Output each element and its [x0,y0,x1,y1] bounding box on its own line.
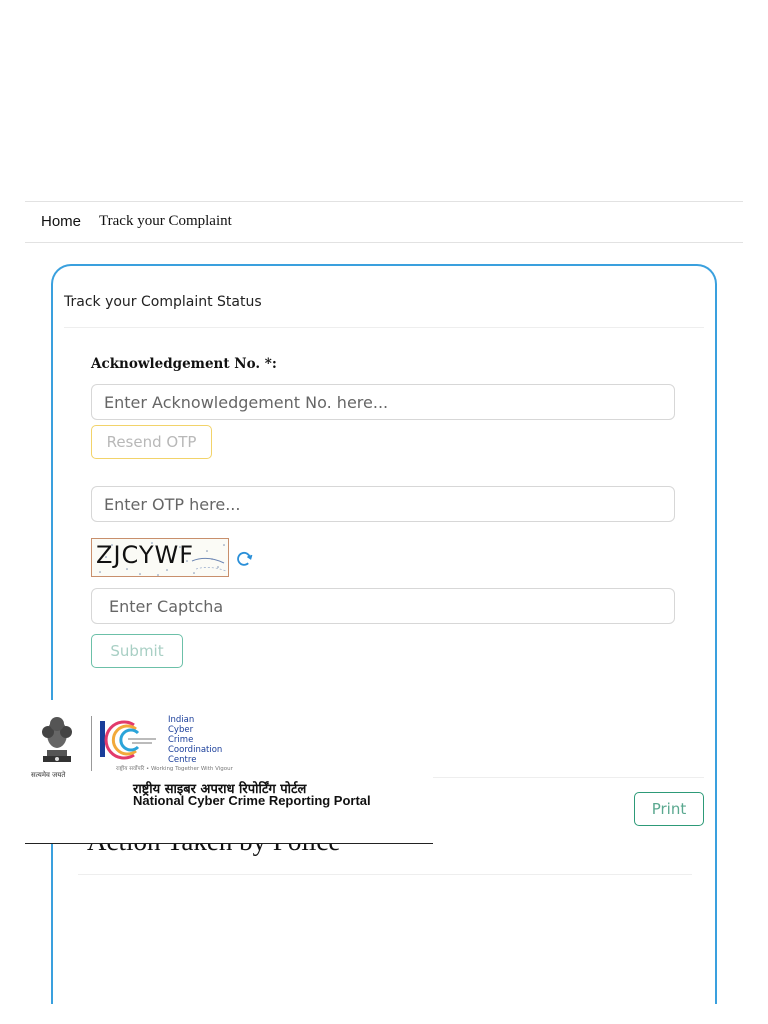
action-divider [78,874,692,875]
breadcrumb-current: Track your Complaint [99,213,232,229]
card-title: Track your Complaint Status [64,294,262,310]
card-header-divider [64,327,704,328]
i4c-line: Centre [168,755,197,765]
emblem-caption: सत्यमेव जयते [31,771,66,779]
captcha-image [91,538,229,577]
refresh-icon[interactable] [234,549,254,569]
otp-input[interactable] [91,486,675,522]
breadcrumb [25,201,743,243]
resend-otp-button[interactable]: Resend OTP [91,425,212,459]
captcha-code: ZJCYWF [96,541,195,569]
submit-button[interactable]: Submit [91,634,183,668]
i4c-line: Indian [168,715,195,725]
national-emblem-icon [35,712,79,770]
portal-name-english: National Cyber Crime Reporting Portal [133,793,371,808]
i4c-line: Coordination [168,745,223,755]
acknowledgement-label: Acknowledgement No. *: [91,356,277,372]
portal-name-hindi: राष्ट्रीय साइबर अपराध रिपोर्टिंग पोर्टल [133,782,307,797]
i4c-tagline: राष्ट्रीय सर्वोपरि • Working Together With Vigour [116,766,233,772]
breadcrumb-home-link[interactable]: Home [41,213,82,230]
portal-logo-banner [25,700,433,844]
captcha-input[interactable] [91,588,675,624]
i4c-name-lines [168,715,222,765]
i4c-line: Crime [168,735,194,745]
logo-separator [91,716,92,771]
print-button[interactable]: Print [634,792,704,826]
i4c-line: Cyber [168,725,194,735]
i4c-logo [98,715,158,771]
acknowledgement-input[interactable] [91,384,675,420]
